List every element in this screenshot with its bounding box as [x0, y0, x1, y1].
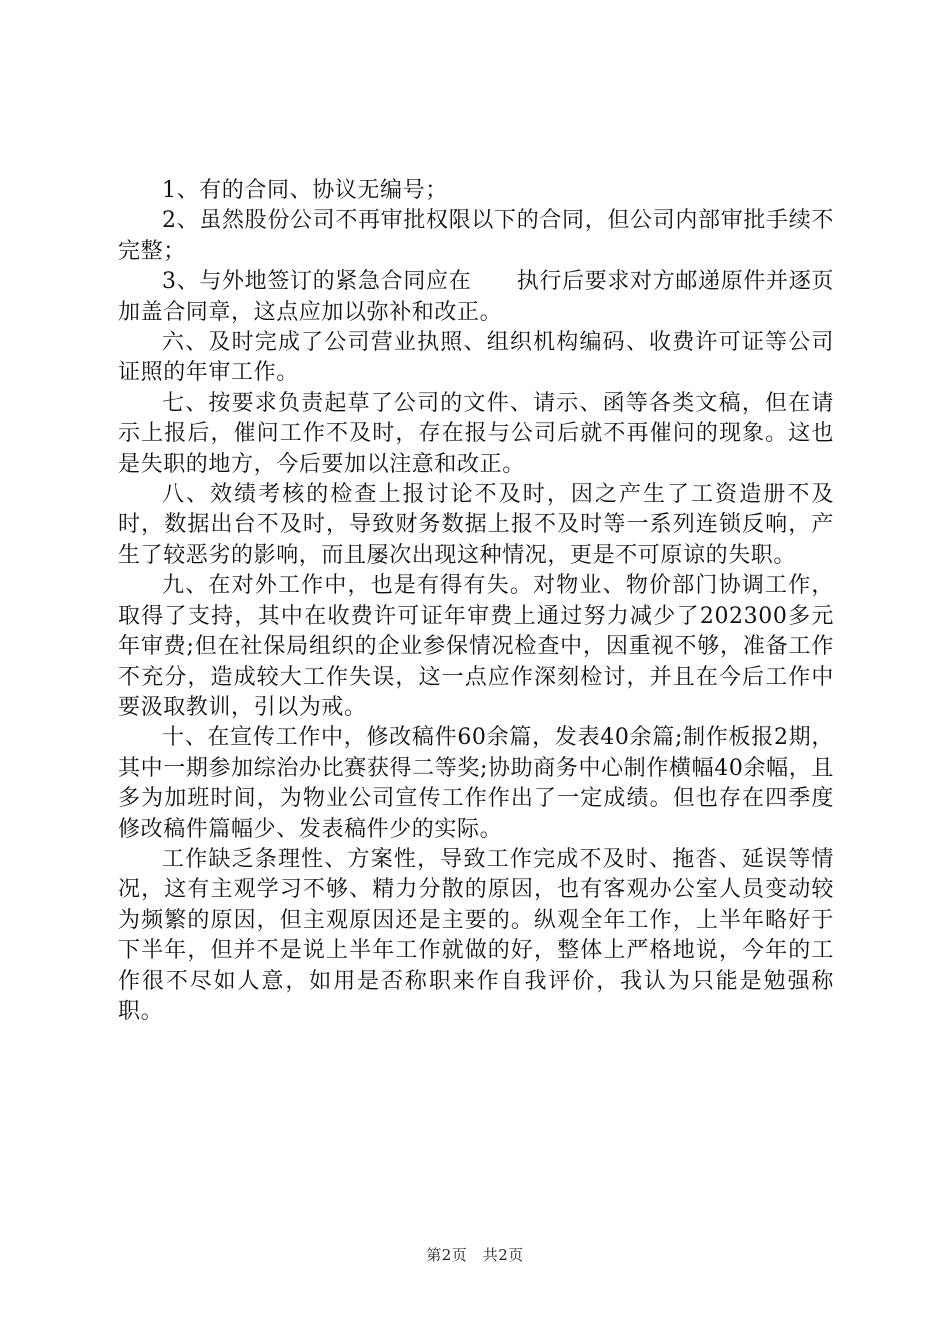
paragraph-section-8: 八、效绩考核的检查上报讨论不及时，因之产生了工资造册不及时，数据出台不及时，导致财务数据上报不及时等一系列连锁反响，产生了较恶劣的影响，而且屡次出现这种情况，更是不可原谅的失职。 — [118, 482, 834, 568]
paragraph-item-1: 1、有的合同、协议无编号； — [162, 178, 448, 203]
paragraph-summary: 工作缺乏条理性、方案性，导致工作完成不及时、拖沓、延误等情况，这有主观学习不够、精力分散的原因，也有客观办公室人员变动较为频繁的原因，但主观原因还是主要的。纵观全年工作，上半年略好于下半年，但并不是说上半年工作就做的好，整体上严格地说，今年的工作很不尽如人意，如用是否称职来作自我评价，我认为只能是勉强称职。 — [118, 846, 834, 1024]
paragraph-section-6: 六、及时完成了公司营业执照、组织机构编码、收费许可证等公司证照的年审工作。 — [118, 330, 834, 386]
paragraph-section-10: 十、在宣传工作中，修改稿件60余篇，发表40余篇;制作板报2期，其中一期参加综治办比赛获得二等奖;协助商务中心制作横幅40余幅，且多为加班时间，为物业公司宣传工作作出了一定成绩。但也存在四季度修改稿件篇幅少、发表稿件少的实际。 — [118, 725, 834, 842]
page-number-indicator: 第2页 共2页 — [426, 1246, 524, 1264]
paragraph-section-7: 七、按要求负责起草了公司的文件、请示、函等各类文稿，但在请示上报后，催问工作不及时，存在报与公司后就不再催问的现象。这也是失职的地方，今后要加以注意和改正。 — [118, 390, 834, 477]
paragraph-item-2: 2、虽然股份公司不再审批权限以下的合同，但公司内部审批手续不完整； — [118, 208, 834, 264]
document-body — [118, 176, 834, 1027]
paragraph-section-9: 九、在对外工作中，也是有得有失。对物业、物价部门协调工作，取得了支持，其中在收费许可证年审费上通过努力减少了202300多元年审费;但在社保局组织的企业参保情况检查中，因重视不够，准备工作不充分，造成较大工作失误，这一点应作深刻检讨，并且在今后工作中要汲取教训，引以为戒。 — [118, 573, 834, 720]
page-footer — [0, 1244, 950, 1265]
paragraph-item-3: 3、与外地签订的紧急合同应在 执行后要求对方邮递原件并逐页加盖合同章，这点应加以弥补和改正。 — [118, 269, 834, 325]
